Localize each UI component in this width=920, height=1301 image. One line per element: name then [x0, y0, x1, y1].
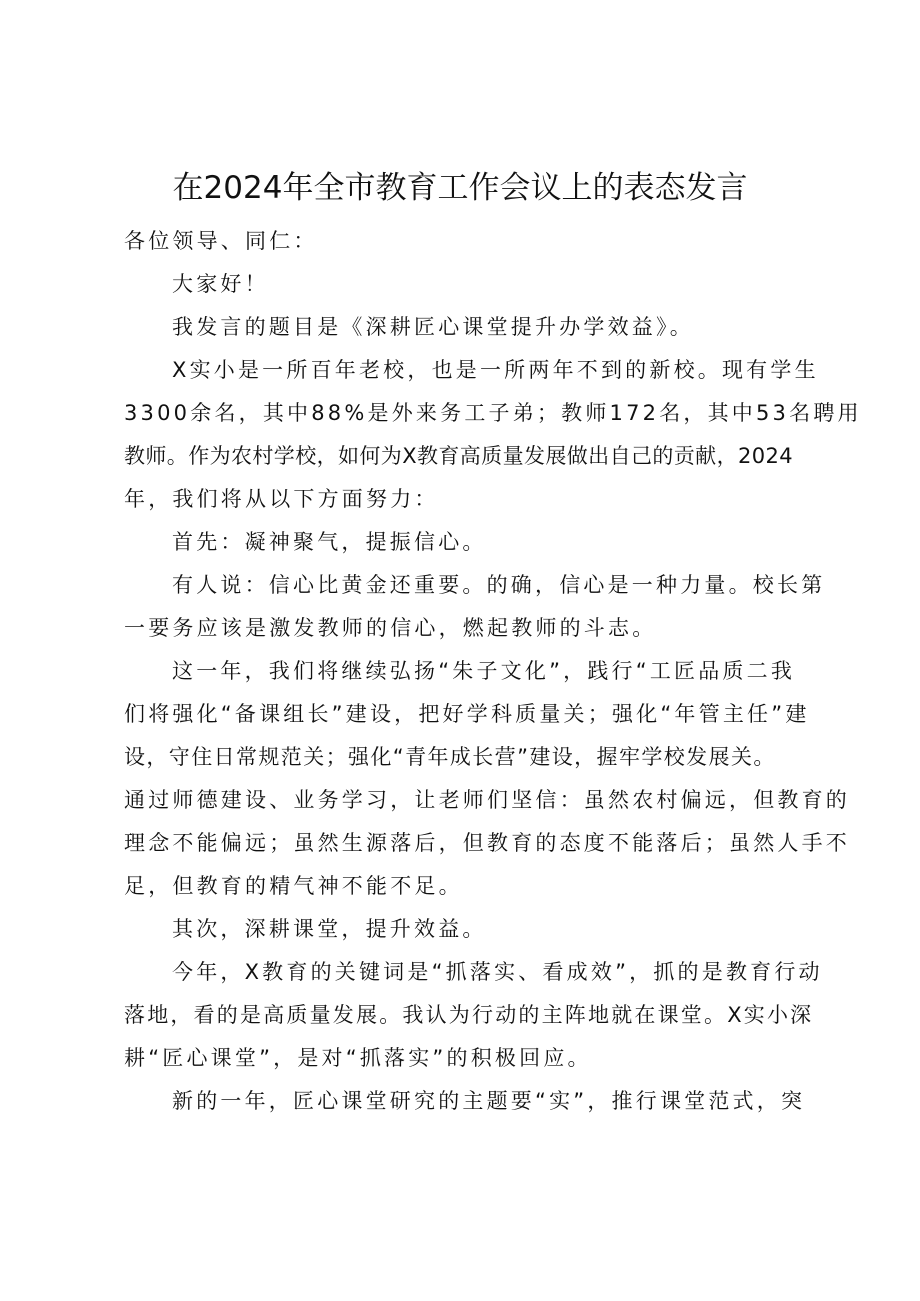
paragraph-line: 落地，看的是高质量发展。我认为行动的主阵地就在课堂。X实小深: [124, 1003, 814, 1027]
paragraph-line: 耕“匠心课堂”，是对“抓落实”的积极回应。: [124, 1046, 592, 1070]
paragraph-line: 足，但教育的精气神不能不足。: [124, 874, 463, 898]
paragraph-line: 理念不能偏远；虽然生源落后，但教育的态度不能落后；虽然人手不: [124, 831, 850, 855]
paragraph-line: 3300余名，其中88%是外来务工子弟；教师172名，其中53名聘用: [124, 401, 862, 425]
speech-topic: 我发言的题目是《深耕匠心课堂提升办学效益》。: [172, 315, 694, 339]
paragraph-line: X实小是一所百年老校，也是一所两年不到的新校。现有学生: [172, 358, 819, 382]
paragraph-line: 新的一年，匠心课堂研究的主题要“实”，推行课堂范式，突: [172, 1089, 806, 1113]
section-heading-first: 首先：凝神聚气，提振信心。: [172, 530, 487, 554]
paragraph-line: 年，我们将从以下方面努力：: [124, 487, 439, 511]
paragraph-line: 有人说：信心比黄金还重要。的确，信心是一种力量。校长第: [172, 573, 826, 597]
paragraph-line: 们将强化“备课组长”建设，把好学科质量关；强化“年管主任”建: [124, 702, 810, 726]
paragraph-line: 这一年，我们将继续弘扬“朱子文化”，践行“工匠品质二我: [172, 659, 796, 683]
salutation: 各位领导、同仁：: [124, 229, 318, 253]
paragraph-line: 今年，X教育的关键词是“抓落实、看成效”，抓的是教育行动: [172, 960, 823, 984]
paragraph-line: 设，守住日常规范关；强化“青年成长营”建设，握牢学校发展关。: [124, 745, 776, 769]
greeting: 大家好！: [172, 272, 269, 296]
document-title: 在2024年全市教育工作会议上的表态发言: [172, 170, 748, 206]
paragraph-line: 一要务应该是激发教师的信心，燃起教师的斗志。: [124, 616, 657, 640]
section-heading-second: 其次，深耕课堂，提升效益。: [172, 917, 487, 941]
paragraph-line: 通过师德建设、业务学习，让老师们坚信：虽然农村偏远，但教育的: [124, 788, 850, 812]
paragraph-line: 教师。作为农村学校，如何为X教育高质量发展做出自己的贡献，2024: [124, 444, 794, 468]
